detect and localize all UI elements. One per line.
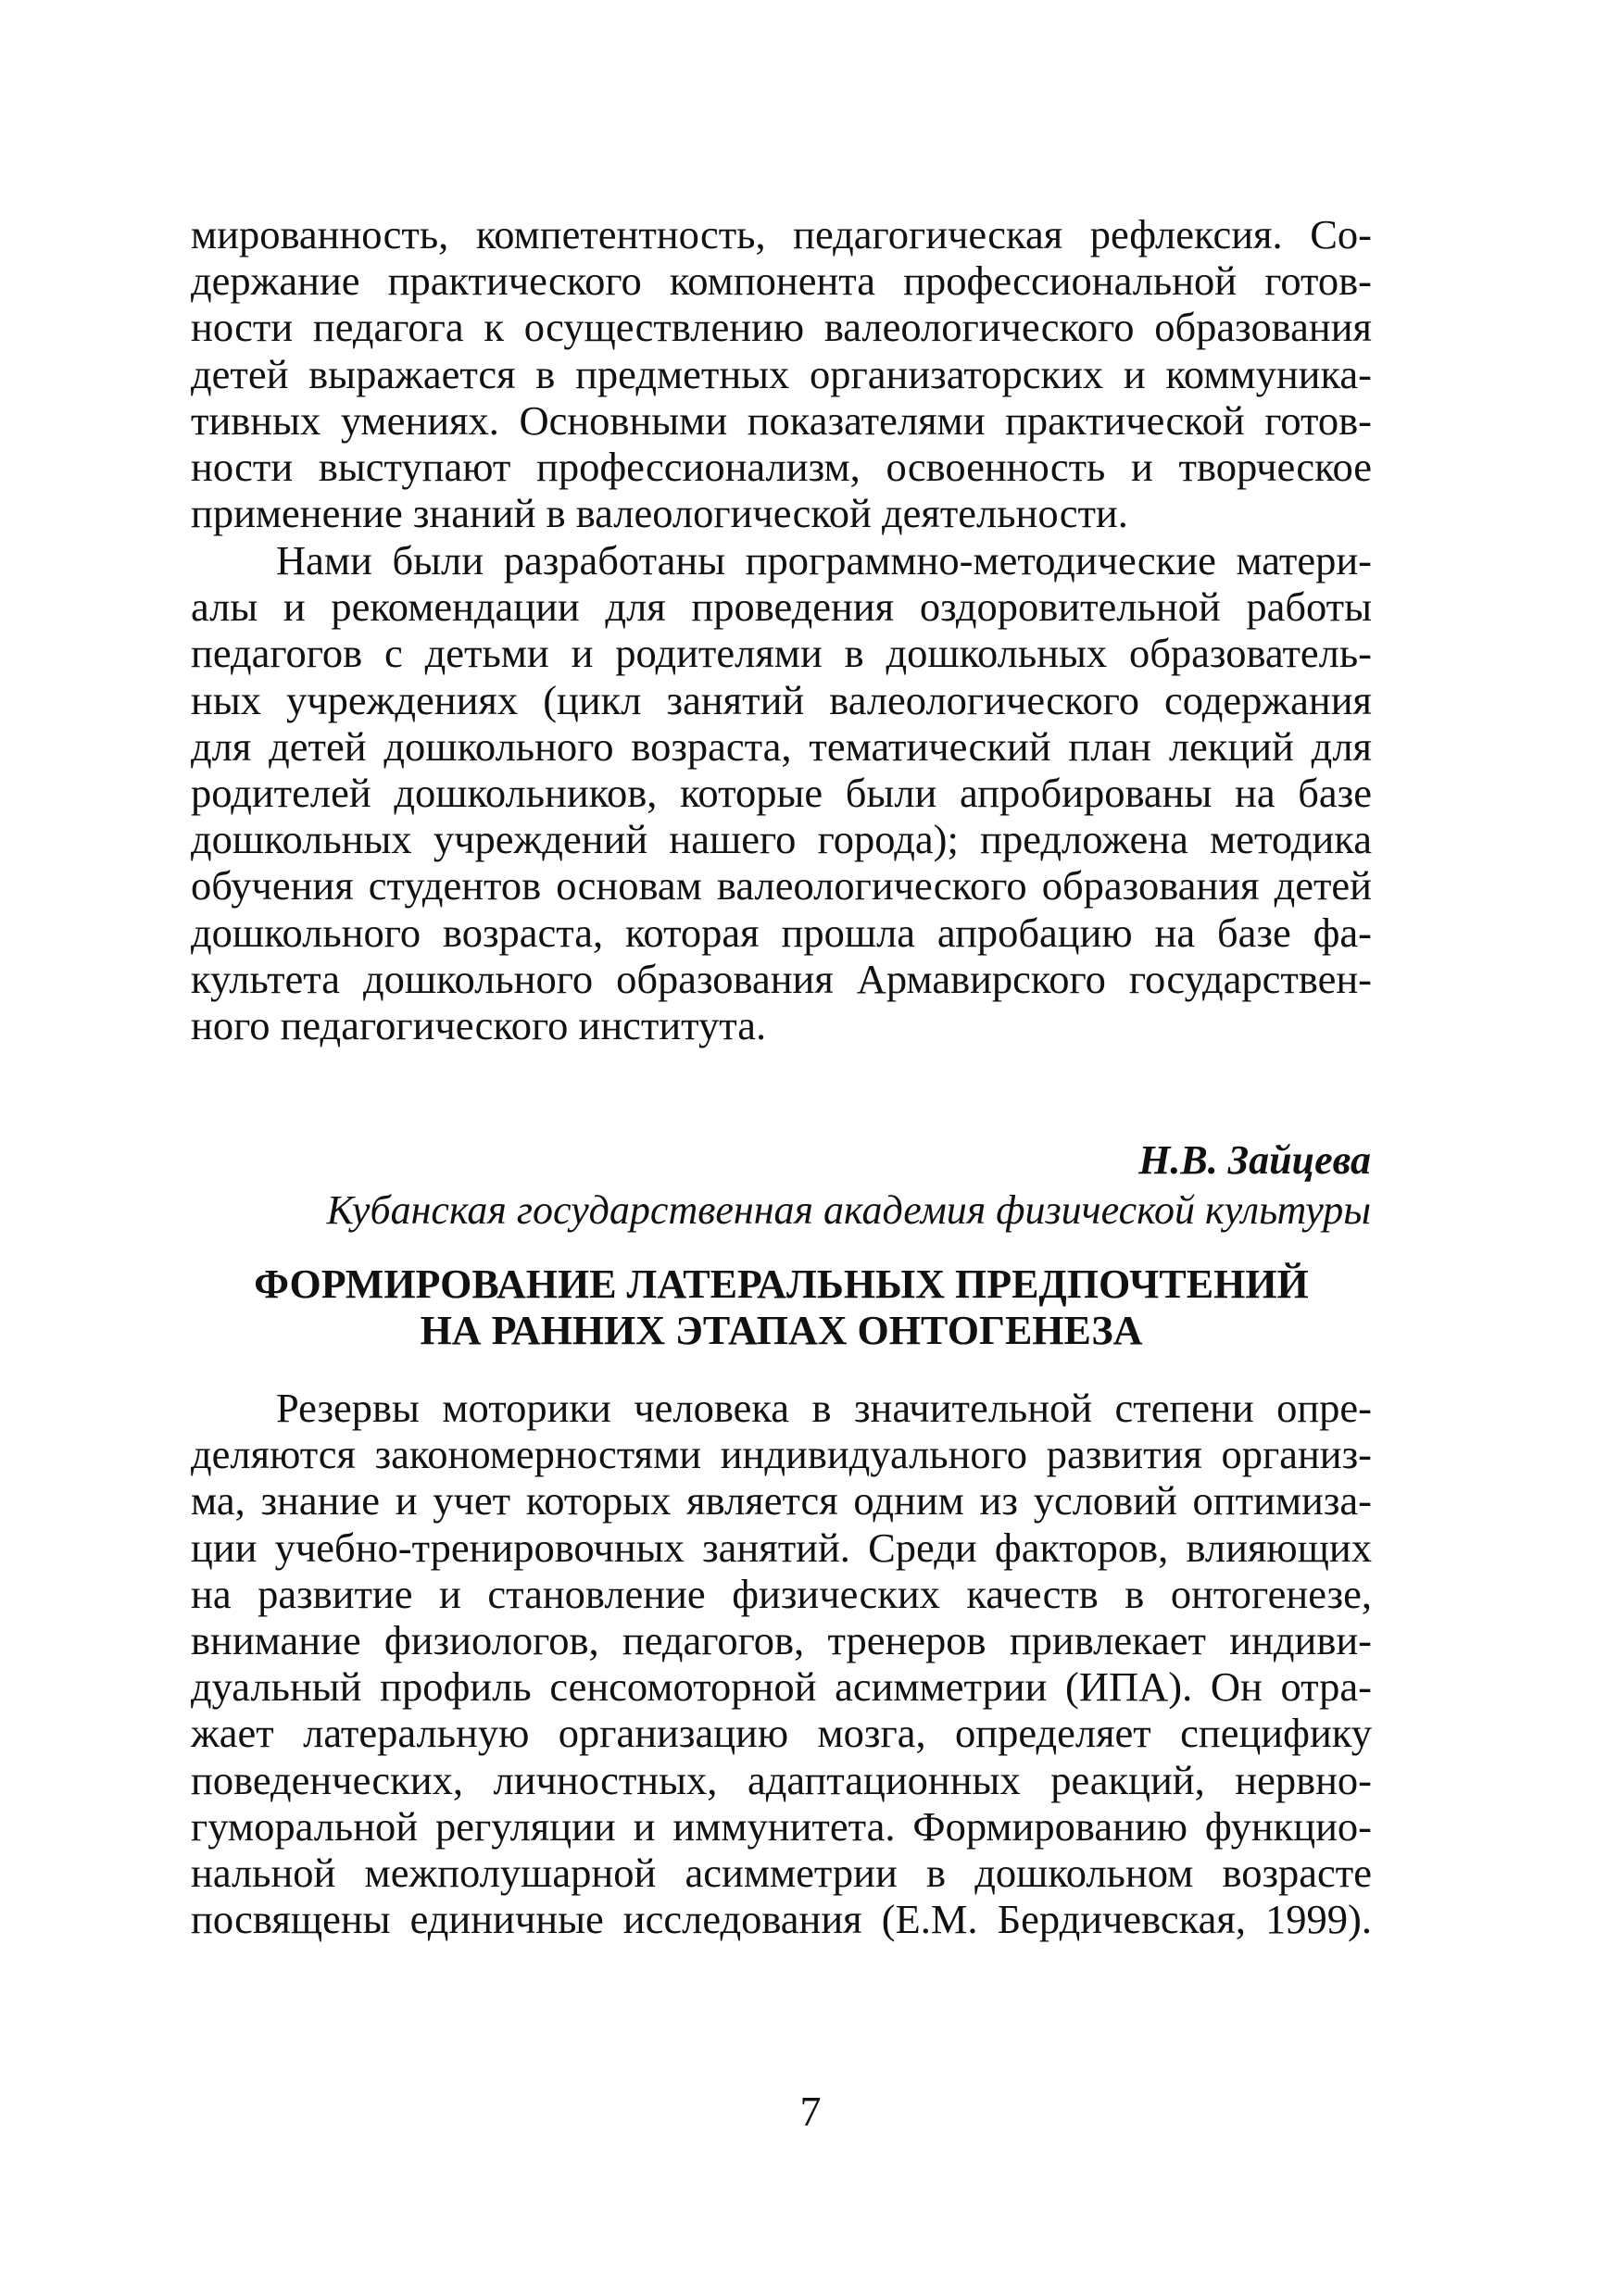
- text-line: дошкольного возраста, которая прошла апробацию на базе фа-: [191, 909, 1372, 956]
- text-line: жает латеральную организацию мозга, определяет специфику: [191, 1710, 1372, 1757]
- text-line: внимание физиологов, педагогов, тренеров привлекает индиви-: [191, 1617, 1372, 1664]
- text-line: обучения студентов основам валеологического образования детей: [191, 862, 1372, 910]
- text-line: нальной межполушарной асимметрии в дошкольном возрасте: [191, 1850, 1372, 1897]
- text-line: держание практического компонента профессиональной готов-: [191, 257, 1372, 305]
- page-number: 7: [799, 2088, 822, 2135]
- text-line: деляются закономерностями индивидуального развития организ-: [191, 1431, 1372, 1478]
- title-line: ФОРМИРОВАНИЕ ЛАТЕРАЛЬНЫХ ПРЕДПОЧТЕНИЙ: [254, 1261, 1309, 1307]
- paragraph-continuation: [191, 211, 1372, 536]
- text-line: ных учреждениях (цикл занятий валеологического содержания: [191, 676, 1372, 723]
- text-line: дуальный профиль сенсомоторной асимметрии (ИПА). Он отра-: [191, 1663, 1372, 1711]
- text-line: гуморальной регуляции и иммунитета. Формированию функцио-: [191, 1802, 1372, 1850]
- text-line: посвящены единичные исследования (Е.М. Бердичевская, 1999).: [191, 1896, 1372, 1943]
- text-line: дошкольных учреждений нашего города); предложена методика: [191, 816, 1372, 863]
- text-line: ции учебно-тренировочных занятий. Среди факторов, влияющих: [191, 1524, 1372, 1571]
- text-line: Нами были разработаны программно-методические матери-: [276, 537, 1372, 583]
- title-line: НА РАННИХ ЭТАПАХ ОНТОГЕНЕЗА: [420, 1308, 1143, 1353]
- text-line: ного педагогического института.: [191, 1002, 767, 1049]
- text-line: культета дошкольного образования Армавирского государствен-: [191, 955, 1372, 1002]
- text-line: детей выражается в предметных организаторских и коммуника-: [191, 350, 1372, 397]
- article-affiliation: Кубанская государственная академия физической культуры: [326, 1187, 1371, 1233]
- paragraph-materials: [191, 537, 1372, 1048]
- text-line: ности выступают профессионализм, освоенность и творческое: [191, 444, 1372, 491]
- text-line: для детей дошкольного возраста, тематический план лекций для: [191, 722, 1372, 770]
- text-line: мированность, компетентность, педагогическая рефлексия. Со-: [191, 211, 1372, 257]
- text-line: поведенческих, личностных, адаптационных реакций, нервно-: [191, 1756, 1372, 1803]
- article-title: [191, 1261, 1372, 1354]
- text-line: Резервы моторики человека в значительной степени опре-: [276, 1385, 1372, 1431]
- text-line: педагогов с детьми и родителями в дошкольных образователь-: [191, 630, 1372, 677]
- text-line: родителей дошкольников, которые были апробированы на базе: [191, 770, 1372, 817]
- text-line: применение знаний в валеологической деятельности.: [191, 490, 1128, 537]
- text-line: алы и рекомендации для проведения оздоровительной работы: [191, 583, 1372, 631]
- text-line: ности педагога к осуществлению валеологического образования: [191, 304, 1372, 351]
- article-author: Н.В. Зайцева: [1138, 1137, 1371, 1183]
- text-line: тивных умениях. Основными показателями практической готов-: [191, 396, 1372, 444]
- text-line: на развитие и становление физических качеств в онтогенезе,: [191, 1570, 1372, 1617]
- paragraph-article-body: [191, 1385, 1372, 1942]
- text-line: ма, знание и учет которых является одним из условий оптимиза-: [191, 1477, 1372, 1524]
